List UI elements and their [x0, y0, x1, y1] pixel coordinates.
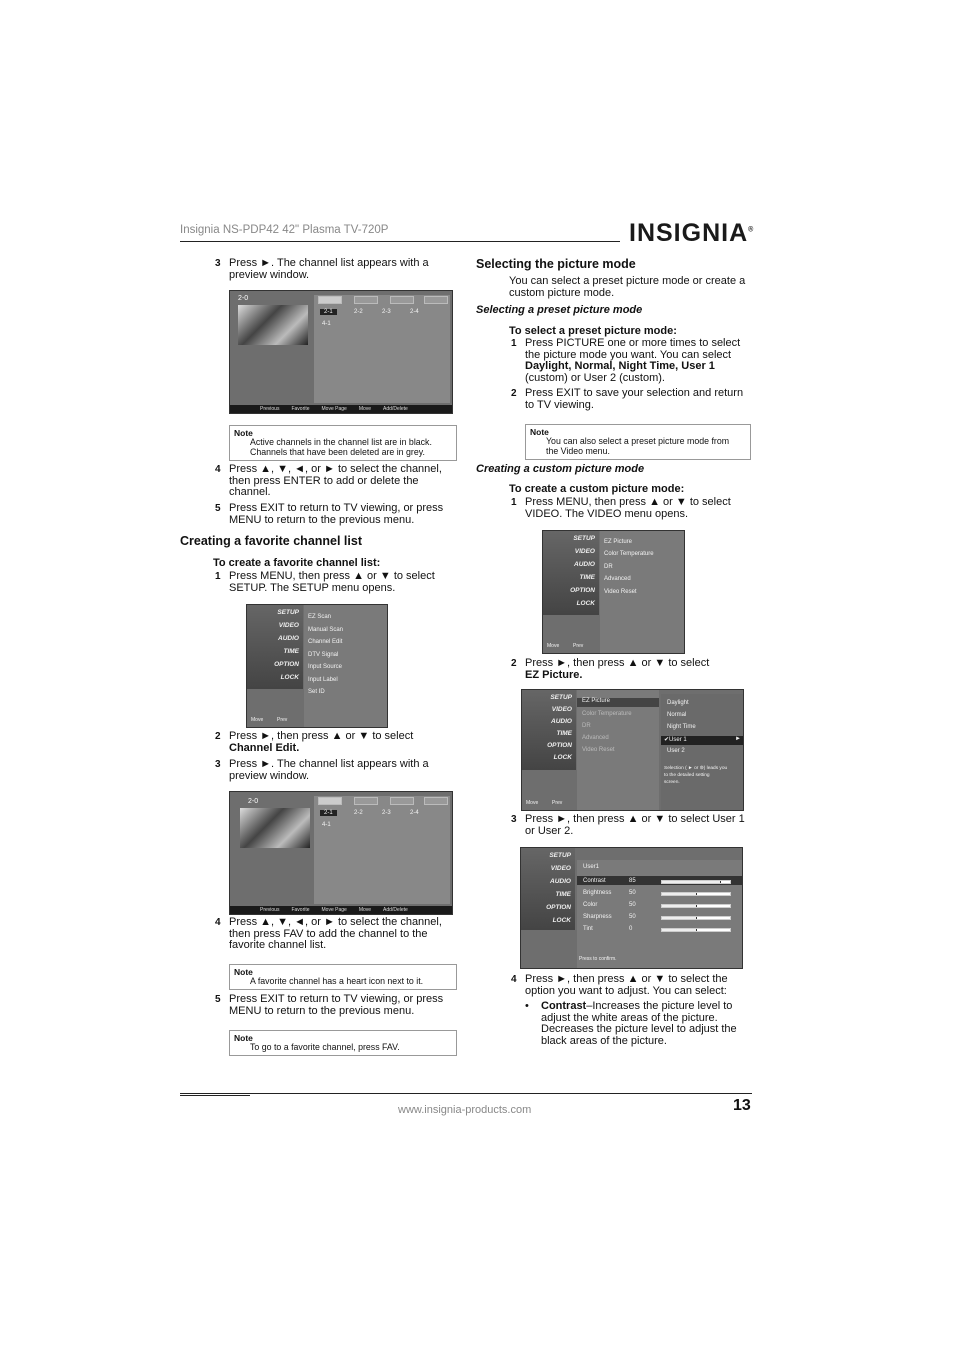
setting-label: Color	[583, 902, 598, 908]
help-bar: Previous Favorite Move Page Move Add/Delete	[230, 906, 452, 914]
picture-mode-intro: You can select a preset picture mode or create a custom picture mode.	[509, 275, 746, 299]
setting-slider[interactable]	[661, 916, 731, 920]
note-go-to-favorite: Note To go to a favorite channel, press FAV.	[229, 1030, 457, 1056]
setting-value: 50	[629, 902, 636, 908]
menu-sidebar: SETUP VIDEO AUDIO TIME OPTION LOCK	[521, 848, 575, 930]
ez-items-panel: EZ Picture Color Temperature DR Advanced Video Reset	[577, 690, 659, 810]
slider-fill	[662, 905, 697, 907]
note-active-channels: Note Active channels in the channel list are in black. Channels that have been deleted are in grey.	[229, 425, 457, 461]
channel-item: 2-1	[320, 810, 337, 816]
setting-slider[interactable]	[661, 928, 731, 932]
menu-sidebar: SETUP VIDEO AUDIO TIME OPTION LOCK	[247, 605, 303, 689]
setting-slider[interactable]	[661, 904, 731, 908]
arrow-right-icon: ►	[735, 736, 741, 742]
page-number: 13	[733, 1097, 751, 1114]
favorite-heading: Creating a favorite channel list	[180, 534, 362, 548]
custom-subheading: To create a custom picture mode:	[509, 483, 685, 495]
preview-window	[240, 808, 310, 848]
custom-step-2: 2 Press ►, then press ▲ or ▼ to select EZ Picture.	[511, 657, 710, 681]
preset-step-2: 2 Press EXIT to save your selection and return to TV viewing.	[511, 387, 744, 411]
slider-fill	[662, 929, 697, 931]
footer-url: www.insignia-products.com	[398, 1104, 532, 1116]
fav-step-3: 3 Press ►. The channel list appears with a preview window.	[215, 758, 429, 782]
step-4-select-channel: 4 Press ▲, ▼, ◄, or ► to select the channel, then press ENTER to add or delete the channel.	[215, 463, 442, 499]
note-video-menu: Note You can also select a preset picture mode from the Video menu.	[525, 424, 751, 460]
menu-sidebar: SETUP VIDEO AUDIO TIME OPTION LOCK	[543, 531, 599, 615]
setup-items-panel: EZ Scan Manual Scan Channel Edit DTV Signal Input Source Input Label Set ID	[304, 605, 388, 727]
channel-number: 2-0	[248, 798, 259, 805]
help-bar: Previous Favorite Move Page Move Add/Delete	[230, 405, 452, 413]
insignia-logo: INSIGNIA®	[629, 219, 755, 247]
user-title: User1	[583, 864, 600, 870]
custom-heading: Creating a custom picture mode	[476, 463, 645, 475]
picture-mode-heading: Selecting the picture mode	[476, 257, 636, 271]
slider-fill	[662, 917, 697, 919]
setting-label: Sharpness	[583, 914, 612, 920]
user-panel	[577, 860, 743, 968]
fav-step-4: 4 Press ▲, ▼, ◄, or ► to select the channel, then press FAV to add the channel to the favorite channel list.	[215, 916, 442, 952]
fav-step-1: 1 Press MENU, then press ▲ or ▼ to select SETUP. The SETUP menu opens.	[215, 570, 435, 594]
setting-value: 0	[629, 926, 633, 932]
channel-item: 2-1	[320, 309, 337, 315]
preset-subheading: To select a preset picture mode:	[509, 325, 677, 337]
channel-edit-screenshot	[229, 290, 453, 414]
ez-picture-screenshot: SETUP VIDEO AUDIO TIME OPTION LOCK EZ Picture Color Temperature DR Advanced Video Reset Daylight Normal Night Time ✔User 1 ► User 2 Selection ( ► or ⊚) leads you to the detailed setting screen. Move Prev	[521, 689, 744, 811]
channel-item: 2-2	[354, 810, 363, 816]
favorite-subheading: To create a favorite channel list:	[213, 557, 381, 569]
setting-label: Brightness	[583, 890, 612, 896]
footer-rule	[180, 1093, 752, 1094]
menu-sidebar: SETUP VIDEO AUDIO TIME OPTION LOCK	[522, 690, 576, 770]
user-settings-screenshot	[520, 847, 743, 969]
channel-item: 2-2	[354, 309, 363, 315]
slider-fill	[662, 881, 721, 883]
fav-step-5: 5 Press EXIT to return to TV viewing, or press MENU to return to the previous menu.	[215, 993, 444, 1017]
channel-list-panel	[314, 295, 450, 403]
preset-heading: Selecting a preset picture mode	[476, 304, 643, 316]
bullet-contrast: • Contrast–Increases the picture level to adjust the white areas of the picture. Decreases the picture level to adjust the black areas of the picture.	[525, 1000, 737, 1047]
video-menu-screenshot: SETUP VIDEO AUDIO TIME OPTION LOCK EZ Picture Color Temperature DR Advanced Video Reset Move Prev	[542, 530, 685, 654]
setting-value: 50	[629, 914, 636, 920]
setting-label: Tint	[583, 926, 593, 932]
channel-item: 2-3	[382, 309, 391, 315]
ez-modes-panel: Daylight Normal Night Time ✔User 1 ► User 2 Selection ( ► or ⊚) leads you to the detailed setting screen.	[661, 694, 744, 810]
setting-slider[interactable]	[661, 880, 731, 884]
step-3-channel-list: 3 Press ►. The channel list appears with a preview window.	[215, 257, 429, 281]
preview-window	[238, 305, 308, 345]
slider-fill	[662, 893, 697, 895]
ez-hint: Selection ( ► or ⊚) leads you to the detailed setting screen.	[664, 766, 728, 785]
video-items-panel: EZ Picture Color Temperature DR Advanced Video Reset	[600, 531, 685, 653]
custom-step-4: 4 Press ►, then press ▲ or ▼ to select the option you want to adjust. You can select:	[511, 973, 728, 997]
custom-step-3: 3 Press ►, then press ▲ or ▼ to select User 1 or User 2.	[511, 813, 745, 837]
channel-item: 2-3	[382, 810, 391, 816]
setup-menu-screenshot: SETUP VIDEO AUDIO TIME OPTION LOCK EZ Scan Manual Scan Channel Edit DTV Signal Input Source Input Label Set ID Move Prev	[246, 604, 388, 728]
header-rule	[180, 241, 620, 242]
setting-label: Contrast	[583, 878, 606, 884]
channel-number: 2-0	[238, 295, 249, 302]
preset-step-1: 1 Press PICTURE one or more times to select the picture mode you want. You can select Daylight, Normal, Night Time, User 1 (custom) or User 2 (custom).	[511, 337, 741, 384]
note-heart-icon: Note A favorite channel has a heart icon next to it.	[229, 964, 457, 990]
channel-item: 4-1	[322, 321, 331, 327]
channel-list-panel	[314, 796, 450, 904]
channel-item: 2-4	[410, 810, 419, 816]
channel-edit-screenshot-2	[229, 791, 453, 915]
fav-step-2: 2 Press ►, then press ▲ or ▼ to select Channel Edit.	[215, 730, 414, 754]
setting-slider[interactable]	[661, 892, 731, 896]
confirm-hint: Press to confirm.	[579, 956, 617, 962]
header-title: Insignia NS-PDP42 42" Plasma TV-720P	[180, 224, 389, 236]
channel-item: 2-4	[410, 309, 419, 315]
channel-item: 4-1	[322, 822, 331, 828]
setting-value: 50	[629, 890, 636, 896]
custom-step-1: 1 Press MENU, then press ▲ or ▼ to select VIDEO. The VIDEO menu opens.	[511, 496, 731, 520]
setting-value: 85	[629, 878, 636, 884]
step-5-exit: 5 Press EXIT to return to TV viewing, or press MENU to return to the previous menu.	[215, 502, 444, 526]
